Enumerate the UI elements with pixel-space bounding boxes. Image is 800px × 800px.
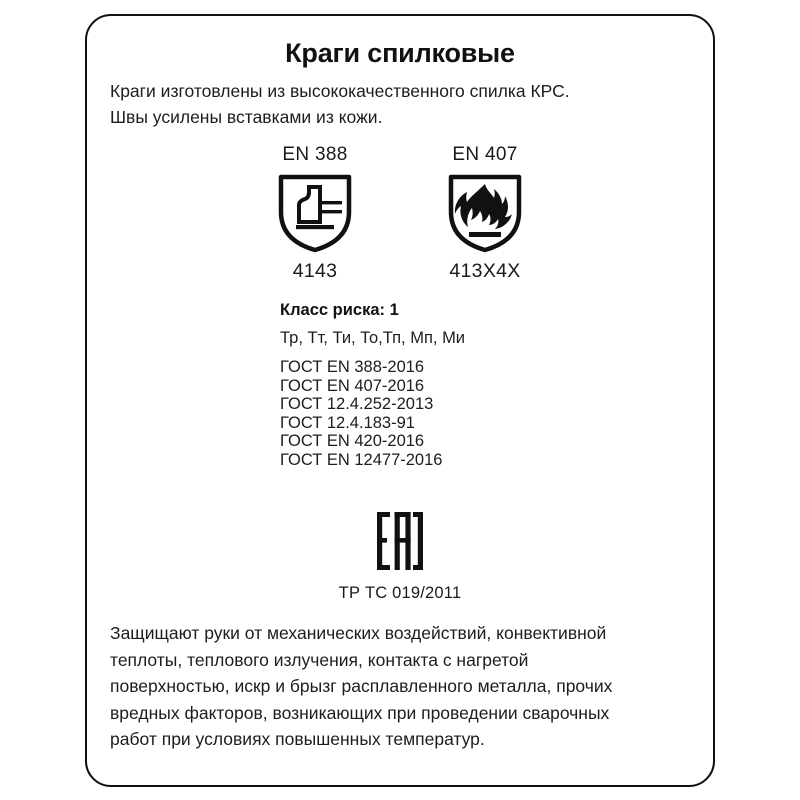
pictogram-code: 413X4X [449, 260, 521, 282]
certification-regulation-label: ТР ТС 019/2011 [338, 584, 462, 602]
pictogram-code: 4143 [292, 260, 338, 282]
list-item: ГОСТ 12.4.252-2013 [280, 395, 434, 413]
intro-line: Швы усилены вставками из кожи. [110, 107, 383, 127]
pictogram-en-407 [429, 144, 541, 283]
list-item: ГОСТ EN 388-2016 [280, 358, 425, 376]
eac-conformity-mark-icon [377, 512, 423, 570]
list-item: ГОСТ 12.4.183-91 [280, 413, 415, 432]
description-line: теплоты, теплового излучения, контакта с нагретой [110, 649, 529, 670]
description-line: работ при условиях повышенных температур. [110, 729, 485, 749]
list-item: ГОСТ EN 407-2016 [280, 376, 425, 395]
pictogram-row [87, 144, 713, 283]
intro-paragraph [110, 78, 700, 130]
page-title: Краги спилковые [285, 38, 515, 68]
hazard-codes-label: Тр, Тт, Ти, То,Тп, Мп, Ми [280, 329, 466, 347]
description-line: Защищают руки от механических воздействий, конвективной [110, 623, 607, 643]
pictogram-standard-label: EN 388 [282, 144, 348, 165]
pictogram-en-388 [259, 144, 371, 283]
description-paragraph [110, 620, 704, 753]
list-item: ГОСТ EN 12477-2016 [280, 450, 443, 469]
product-spec-card [85, 14, 715, 787]
specifications-block [280, 301, 580, 469]
description-line: поверхностью, искр и брызг расплавленного металла, прочих [110, 676, 613, 696]
risk-class-label: Класс риска: 1 [280, 301, 399, 319]
mechanical-hazard-shield-icon [276, 172, 354, 254]
pictogram-standard-label: EN 407 [452, 144, 518, 165]
certification-block [87, 512, 713, 603]
description-line: вредных факторов, возникающих при проведении сварочных [110, 702, 610, 723]
list-item: ГОСТ EN 420-2016 [280, 432, 425, 450]
heat-flame-shield-icon [446, 172, 524, 254]
intro-line: Краги изготовлены из высококачественного спилка КРС. [110, 81, 570, 101]
gost-standards-list [280, 358, 580, 469]
